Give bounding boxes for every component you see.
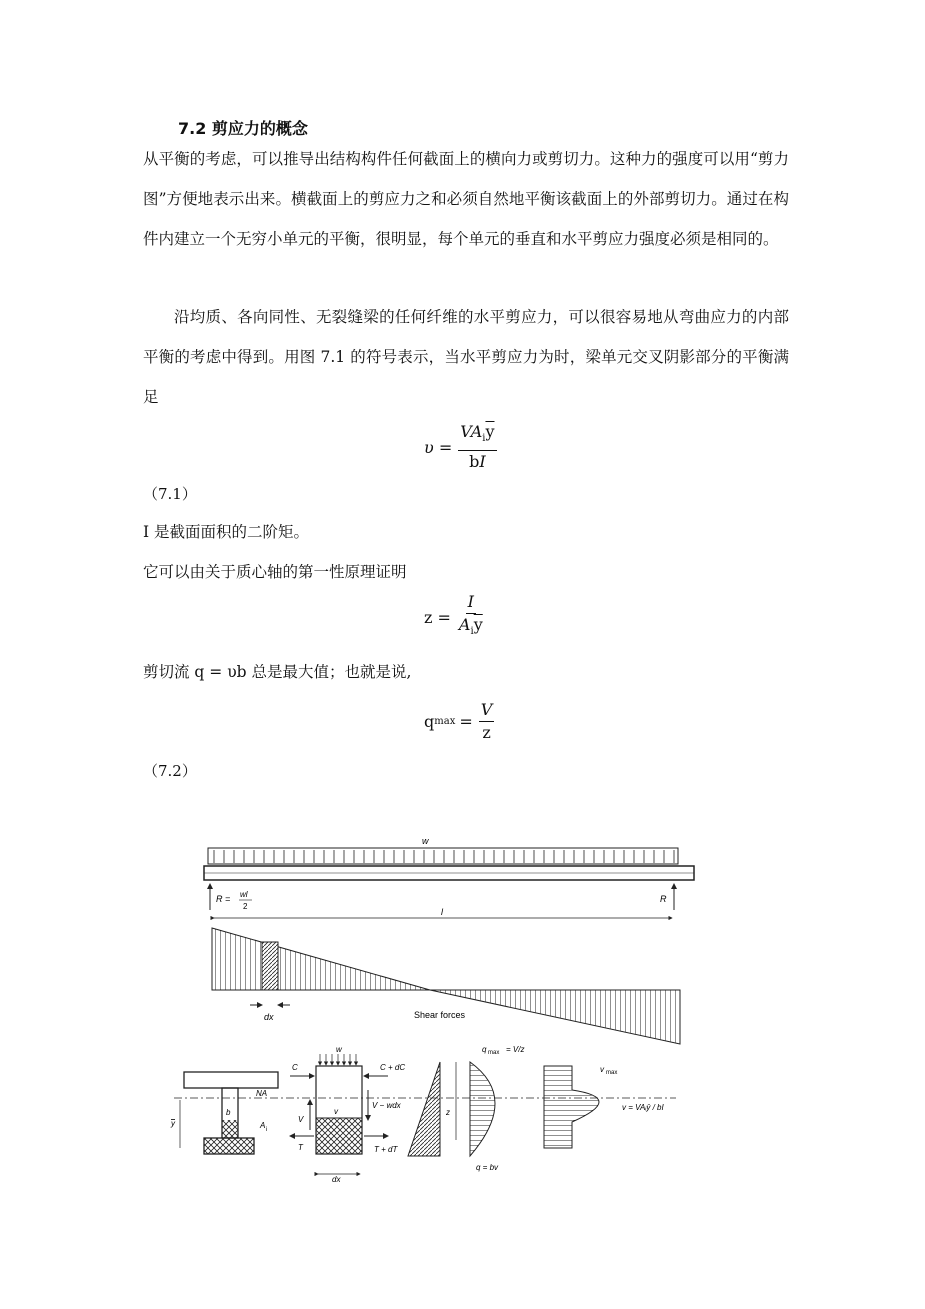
shear-diagram-positive	[212, 928, 430, 990]
vmax-label: v	[600, 1065, 604, 1074]
NA-label: NA	[256, 1089, 268, 1098]
eq2-i: i	[470, 626, 474, 638]
bending-stress-diagram	[408, 1062, 440, 1156]
distributed-load	[208, 836, 678, 864]
load-w-label: w	[422, 836, 429, 846]
eq1-lhs: υ =	[424, 437, 453, 457]
eq2-numerator: I	[466, 592, 476, 614]
eq2-ybar: $\overline{y}$	[473, 615, 483, 634]
equation-qmax	[424, 700, 494, 743]
eq1-i: i	[482, 433, 486, 445]
line-second-moment: I 是截面面积的二阶矩。	[143, 523, 310, 541]
web-b-label: b	[226, 1108, 231, 1117]
eq3-numerator: V	[479, 700, 495, 722]
eq2-A: A	[458, 615, 471, 634]
reaction-wl: wl	[240, 890, 248, 899]
element-T-label: T	[298, 1143, 303, 1152]
beam-element	[290, 1045, 405, 1184]
element-CdC-label: C + dC	[380, 1063, 406, 1072]
reaction-R-right: R	[660, 894, 667, 904]
eq3-sub: max	[434, 716, 456, 727]
qmax-eq: = V/z	[506, 1045, 525, 1054]
eq1-ybar: $\overline{y}$	[485, 422, 495, 441]
paragraph-2: 沿均质、各向同性、无裂缝梁的任何纤维的水平剪应力，可以很容易地从弯曲应力的内部平衡的考虑中得到。用图 7.1 的符号表示，当水平剪应力为时，梁单元交叉阴影部分的平衡满足	[143, 308, 789, 406]
element-TdT-label: T + dT	[374, 1145, 398, 1154]
element-Vwdx-label: V − wdx	[372, 1101, 401, 1110]
eq1-fraction	[458, 422, 496, 472]
eq1-numerator	[458, 422, 496, 451]
area-Ai-sub: i	[266, 1127, 268, 1133]
i-section	[170, 1072, 278, 1154]
element-dx-strip	[262, 942, 278, 990]
eq1-denominator	[467, 451, 488, 472]
span-l-label: l	[441, 907, 443, 917]
shear-forces-label: Shear forces	[414, 1010, 466, 1020]
dx-label: dx	[264, 1012, 274, 1022]
element-w-label: w	[336, 1045, 342, 1054]
equation-z	[424, 592, 485, 642]
shear-stress-distribution	[544, 1066, 599, 1148]
line-shear-flow: 剪切流 q = υb 总是最大值；也就是说,	[143, 663, 412, 681]
eq1-V: V	[460, 422, 471, 441]
eq3-equals: =	[459, 712, 473, 731]
eq3-fraction	[479, 700, 495, 743]
eq3-q: q	[424, 712, 435, 731]
qmax-label: q	[482, 1045, 487, 1054]
q-bv-label: q = bv	[476, 1163, 499, 1172]
eq3-denominator: z	[482, 723, 491, 742]
eq2-lhs: z =	[424, 607, 451, 627]
eq1-A: A	[470, 422, 483, 441]
element-dx-label: dx	[332, 1175, 341, 1184]
qmax-sub: max	[488, 1050, 500, 1056]
eq1-b: b	[469, 452, 480, 472]
section-heading: 7.2 剪应力的概念	[178, 119, 308, 138]
shear-diagram-negative	[430, 990, 680, 1044]
ybar-label: y	[171, 1119, 175, 1128]
element-v-label: v	[334, 1107, 338, 1116]
area-Ai-label: A	[260, 1121, 266, 1130]
vmax-sub: max	[606, 1070, 618, 1076]
eq2-fraction	[457, 592, 485, 642]
eq2-denominator	[457, 614, 485, 642]
paragraph-1: 从平衡的考虑，可以推导出结构构件任何截面上的横向力或剪切力。这种力的强度可以用“剪力图”方便地表示出来。横截面上的剪应力之和必须自然地平衡该截面上的外部剪切力。通过在构件内建立一个无穷小单元的平衡，很明显，每个单元的垂直和水平剪应力强度必须是相同的。	[143, 150, 789, 248]
lever-arm-z-label: z	[446, 1108, 450, 1117]
element-V-label: V	[298, 1115, 304, 1124]
v-equation-label: v = VAᵢȳ / bI	[622, 1103, 664, 1112]
equation-7-1	[424, 422, 497, 472]
line-proof: 它可以由关于质心轴的第一性原理证明	[143, 563, 407, 581]
reaction-R-label: R =	[216, 894, 231, 904]
shear-stress-figure	[160, 830, 720, 1200]
eq1-I: I	[479, 452, 486, 472]
element-C-label: C	[292, 1063, 298, 1072]
equation-number-7-2: （7.2）	[143, 762, 197, 780]
shear-flow-diagram	[470, 1062, 495, 1156]
equation-number-7-1: （7.1）	[143, 485, 197, 503]
reaction-2: 2	[243, 902, 248, 911]
